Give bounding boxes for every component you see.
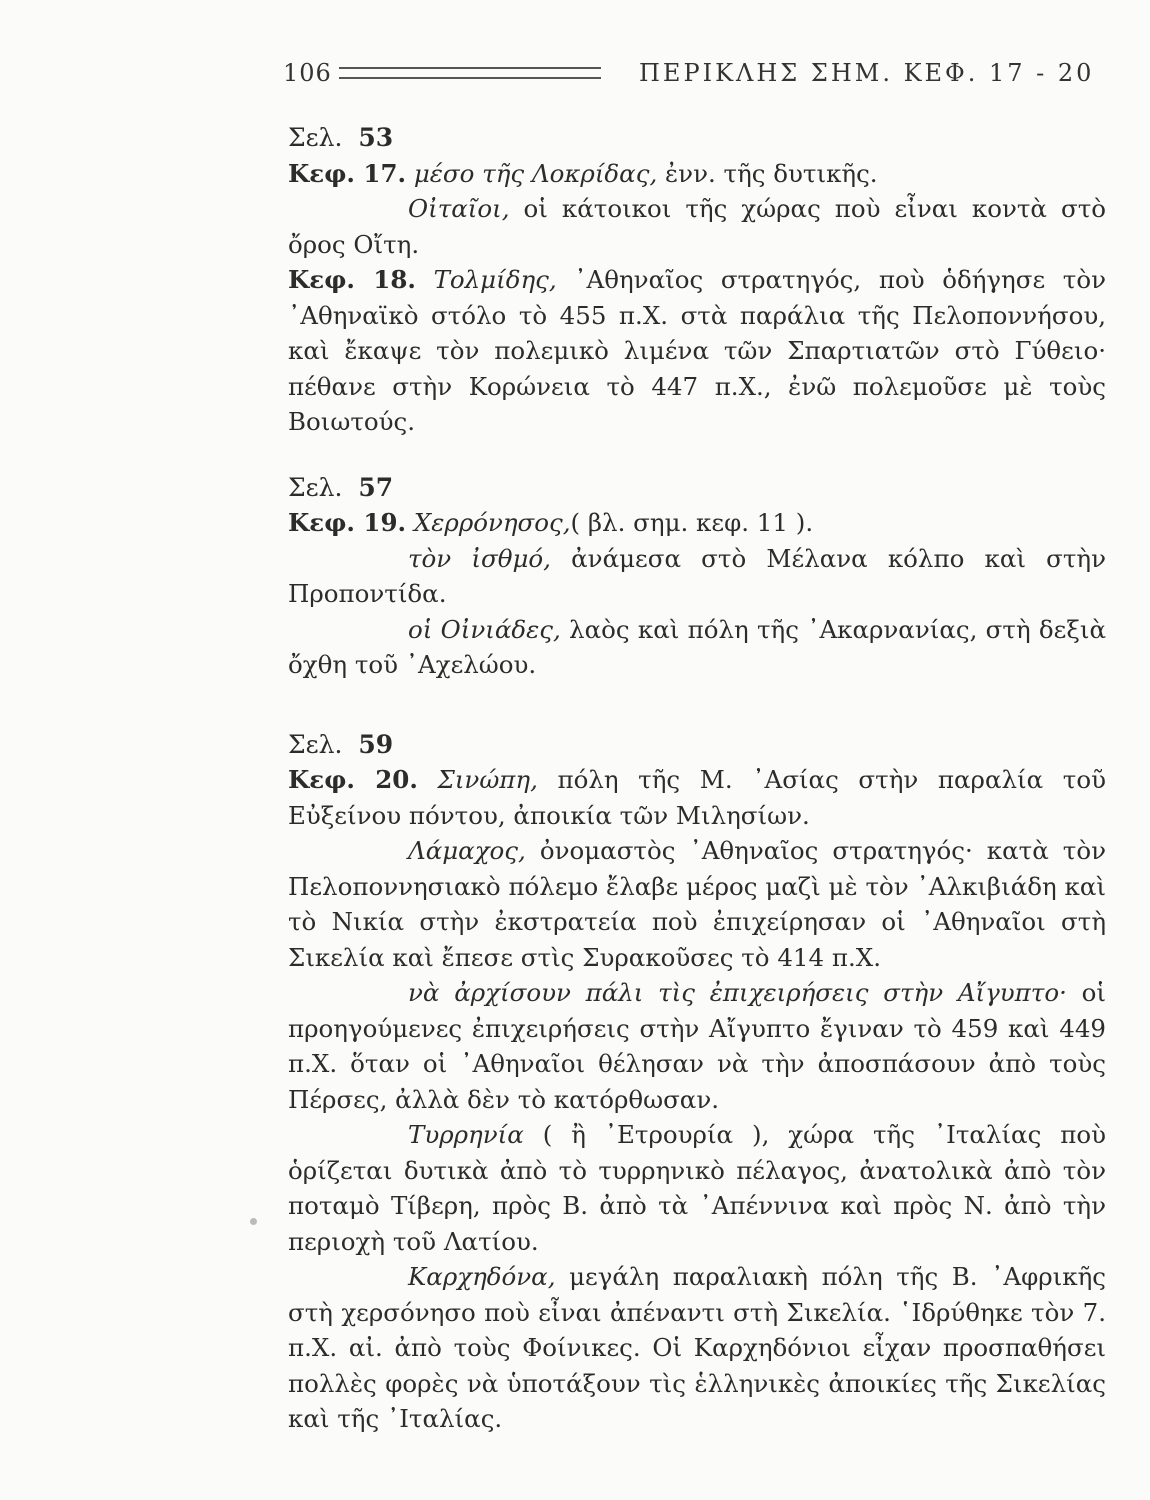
section-label: Σελ. (288, 123, 343, 152)
note-term: Λάμαχος, (408, 836, 526, 865)
note-text: οἱ προηγούμενες ἐπιχειρήσεις στὴν Αἴγυπτο ἔγιναν τὸ 459 καὶ 449 π.Χ. ὅταν οἱ ᾿Αθηναῖοι θέλησαν νὰ τὴν ἀποσπάσουν ἀπὸ τοὺς Πέρσες, ἀλλὰ δὲν τὸ κατόρθωσαν. (288, 978, 1106, 1114)
page-body (288, 120, 1106, 1437)
note-k17-oitaioi (288, 191, 1106, 262)
section-number: 53 (358, 123, 394, 152)
running-title: ΠΕΡΙΚΛΗΣ ΣΗΜ. ΚΕΦ. 17 - 20 (639, 59, 1095, 87)
note-text: οἱ κάτοικοι τῆς χώρας ποὺ εἶναι κοντὰ στὸ ὄρος Οἴτη. (288, 194, 1106, 259)
note-text: ἐνν. τῆς δυτικῆς. (657, 158, 878, 188)
note-text: λαὸς καὶ πόλη τῆς ᾿Ακαρνανίας, στὴ δεξιὰ ὄχθη τοῦ ᾿Αχελώου. (288, 614, 1106, 679)
note-text: ( βλ. σημ. κεφ. 11 ). (570, 508, 814, 537)
note-k19-isthmos (288, 541, 1106, 612)
note-term: μέσο τῆς Λοκρίδας, (413, 158, 658, 188)
note-text: ᾿Αθηναῖος στρατηγός, ποὺ ὁδήγησε τὸν ᾿Αθηναϊκὸ στόλο τὸ 455 π.Χ. στὰ παράλια τῆς Πελοποννήσου, καὶ ἔκαψε τὸν πολεμικὸ λιμένα τῶν Σπαρτιατῶν στὸ Γύθειο· πέθανε στὴν Κορώνεια τὸ 447 π.Χ., ἐνῶ πολεμοῦσε μὲ τοὺς Βοιωτούς. (288, 265, 1106, 436)
note-text: ὀνομαστὸς ᾿Αθηναῖος στρατηγός· κατὰ τὸν Πελοποννησιακὸ πόλεμο ἔλαβε μέρος μαζὶ μὲ τὸν ᾿Αλκιβιάδη καὶ τὸ Νικία στὴν ἐκστρατεία ποὺ ἐπιχείρησαν οἱ ᾿Αθηναῖοι στὴ Σικελία καὶ ἔπεσε στὶς Συρακοῦσες τὸ 414 π.Χ. (288, 836, 1106, 972)
note-term: τὸν ἰσθμό, (408, 543, 551, 573)
note-term: Τολμίδης, (433, 265, 557, 294)
note-text: ἀνάμεσα στὸ Μέλανα κόλπο καὶ στὴν Προποντίδα. (288, 543, 1107, 608)
note-carthage (288, 1259, 1106, 1437)
note-k17 (288, 156, 1106, 192)
note-text: πόλη τῆς Μ. ᾿Ασίας στὴν παραλία τοῦ Εὐξείνου πόντου, ἀποικία τῶν Μιλησίων. (288, 765, 1106, 830)
note-k19 (288, 505, 1106, 541)
section-label: Σελ. (288, 472, 343, 502)
note-term: Σινώπη, (437, 765, 538, 794)
chapter-label: Κεφ. 18. (288, 265, 416, 294)
section-number: 59 (358, 729, 394, 759)
section-heading-59 (288, 727, 1106, 763)
chapter-label: Κεφ. 19. (288, 508, 407, 537)
note-egypt (288, 975, 1106, 1117)
note-k18 (288, 262, 1106, 440)
note-lamachos (288, 833, 1106, 975)
note-term: οἱ Οἰνιάδες, (408, 614, 561, 644)
section-label: Σελ. (288, 729, 343, 759)
note-term: Τυρρηνία (408, 1120, 524, 1149)
spacer (288, 440, 1106, 470)
note-term: Οἰταῖοι, (408, 194, 510, 223)
spacer (288, 683, 1106, 727)
header-rule (339, 67, 601, 79)
note-tyrrhenia (288, 1117, 1106, 1259)
note-k20 (288, 762, 1106, 833)
note-text: μεγάλη παραλιακὴ πόλη τῆς Β. ᾿Αφρικῆς στὴ χερσόνησο ποὺ εἶναι ἀπέναντι στὴ Σικελία. ῾Ιδρύθηκε τὸν 7. π.Χ. αἰ. ἀπὸ τοὺς Φοίνικες. Οἱ Καρχηδόνιοι εἶχαν προσπαθήσει πολλὲς φορὲς νὰ ὑποτάξουν τὶς ἑλληνικὲς ἀποικίες τῆς Σικελίας καὶ τῆς ᾿Ιταλίας. (288, 1262, 1106, 1433)
chapter-label: Κεφ. 20. (288, 765, 418, 794)
note-text: ( ἢ ᾿Ετρουρία ), χώρα τῆς ᾿Ιταλίας ποὺ ὁρίζεται δυτικὰ ἀπὸ τὸ τυρρηνικὸ πέλαγος, ἀνατολικὰ ἀπὸ τὸν ποταμὸ Τίβερη, πρὸς Β. ἀπὸ τὰ ᾿Απέννινα καὶ πρὸς Ν. ἀπὸ τὴν περιοχὴ τοῦ Λατίου. (288, 1120, 1106, 1256)
running-header (283, 56, 1103, 90)
section-heading-57 (288, 470, 1106, 506)
note-term: Χερρόνησος, (413, 508, 571, 537)
note-term: Καρχηδόνα, (408, 1262, 556, 1291)
note-term: νὰ ἀρχίσουν πάλι τὶς ἐπιχειρήσεις στὴν Αἴγυπτο· (408, 978, 1067, 1007)
page-number: 106 (283, 59, 332, 87)
section-number: 57 (358, 472, 394, 502)
note-k19-oiniades (288, 612, 1106, 683)
margin-speck (250, 1218, 257, 1225)
section-heading-53 (288, 120, 1106, 156)
chapter-label: Κεφ. 17. (288, 158, 407, 188)
